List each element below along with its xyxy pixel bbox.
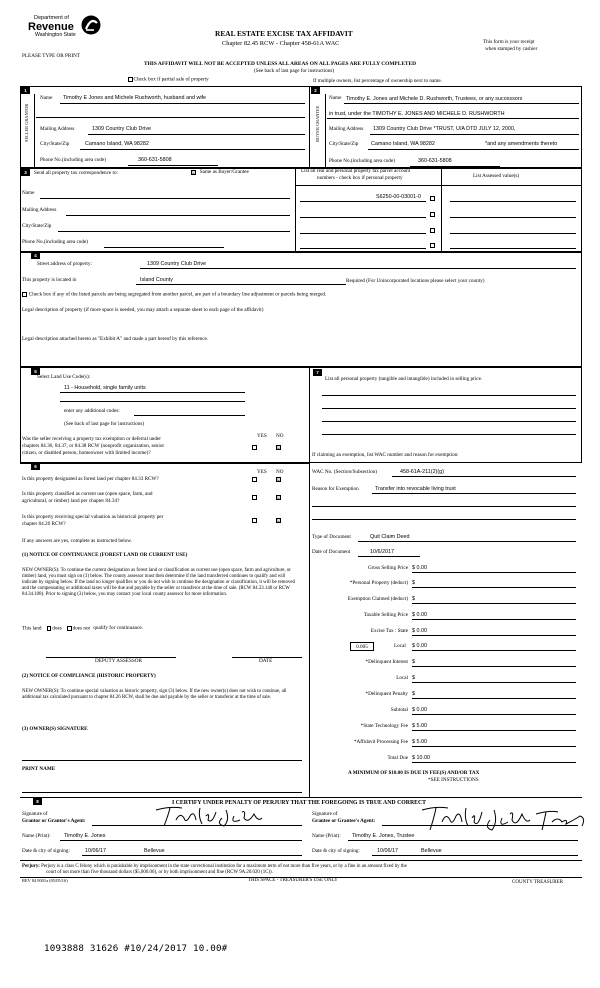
delinquent-penalty-value[interactable]: $: [412, 691, 415, 697]
personal-deduct-line: [412, 587, 576, 588]
grantee-print-value[interactable]: Timothy E. Jones, Trustee: [352, 833, 415, 839]
minimum-due-note: A MINIMUM OF $10.00 IS DUE IN FEE(S) AND/OR TAX: [348, 770, 480, 776]
wac-label: WAC No. (Section/Subsection): [312, 469, 377, 475]
section-4-number: 4: [31, 252, 40, 259]
grantor-date-value[interactable]: 10/06/17: [85, 848, 106, 854]
local-label: Local: [394, 643, 406, 649]
form-title: REAL ESTATE EXCISE TAX AFFIDAVIT: [215, 29, 353, 38]
exemption-yes-checkbox[interactable]: [252, 445, 257, 450]
buyer-phone-value[interactable]: 360-631-5808: [418, 158, 452, 164]
corr-phone-label: Phone No.(including area code): [22, 239, 88, 245]
parcel-divider: [295, 168, 296, 252]
see-instructions-note: *SEE INSTRUCTIONS: [428, 777, 479, 783]
partial-sale-checkbox[interactable]: [128, 77, 133, 82]
buyer-name-value-1[interactable]: Timothy E. Jones and Michele D. Rushworth, Trustees, or any successors: [346, 96, 523, 102]
buyer-city-label: City/State/Zip: [329, 141, 359, 147]
section-5-number: 5: [31, 368, 40, 375]
multiple-owners-note: If multiple owners, list percentage of ownership next to name.: [313, 78, 442, 84]
grantee-signature-label-1: Signature of: [312, 811, 338, 817]
dept-label: Department of: [34, 15, 69, 21]
grantor-print-line: [60, 840, 302, 841]
grantee-print-label: Name (Print):: [312, 833, 341, 839]
required-county-note: Required (For Unincorporated locations please select your county): [346, 278, 485, 284]
seller-name-line-2: [36, 117, 305, 118]
doc-type-value[interactable]: Quit Claim Deed: [370, 534, 410, 540]
section-2-number: 2: [311, 87, 320, 94]
total-due-value[interactable]: $ 10.00: [412, 755, 430, 761]
gross-label: Gross Selling Price: [367, 565, 408, 571]
does-checkbox[interactable]: [47, 626, 52, 631]
personal-line-2: [322, 408, 576, 409]
delinquent-penalty-line: [412, 698, 576, 699]
correspondence-section: [20, 168, 582, 252]
personal-deduct-label: *Personal Property (deduct): [349, 580, 408, 586]
historic-yes-checkbox[interactable]: [252, 518, 257, 523]
current-use-question-2: agricultural, or timber) land per chapter 84.34?: [22, 498, 120, 504]
assessed-line-2: [450, 217, 576, 218]
section-8-number: 8: [33, 798, 42, 805]
same-as-buyer-row[interactable]: [191, 170, 249, 176]
grantor-date-line: [82, 855, 302, 856]
seller-city-label: City/State/Zip: [40, 141, 70, 147]
segregated-checkbox[interactable]: [22, 292, 27, 297]
land-use-see-back: (See back of last page for instructions): [64, 421, 145, 427]
grantee-signature[interactable]: [418, 800, 594, 836]
local-2-line: [412, 682, 576, 683]
exemption-claimed-value[interactable]: $: [412, 596, 415, 602]
section-6-number: 6: [31, 463, 40, 470]
buyer-address-value[interactable]: 1309 Country Club Drive *TRUST, U/A DTD JULY 12, 2000,: [373, 126, 516, 132]
delinquent-interest-label: *Delinquent Interest: [365, 659, 408, 665]
delinquent-interest-value[interactable]: $: [412, 659, 415, 665]
grantor-city-value[interactable]: Bellevue: [144, 848, 165, 854]
seller-side-divider: [34, 94, 35, 168]
historic-question-1: Is this property receiving special valuation as historical property per: [22, 514, 164, 520]
rev-code: REV 84 0001a (05/05/16): [22, 878, 68, 883]
corr-phone-line: [104, 247, 224, 248]
doc-date-line: [358, 556, 420, 557]
taxable-value[interactable]: $ 0.00: [412, 612, 427, 618]
grantee-city-value[interactable]: Bellevue: [421, 848, 442, 854]
parcel-line-2: [300, 217, 426, 218]
excise-state-label: Excise Tax : State: [370, 628, 408, 634]
buyer-address-label: Mailing Address: [329, 126, 364, 132]
doc-date-label: Date of Document: [312, 549, 351, 555]
exemption-question-3: citizen, or disabled person, homeowner with limited income)?: [22, 450, 151, 456]
street-address-label: Street address of property:: [37, 261, 92, 267]
see-back-instructions: (See back of last page for instructions): [254, 68, 335, 74]
affidavit-fee-line: [412, 746, 576, 747]
does-not-checkbox[interactable]: [67, 626, 72, 631]
buyer-city-value[interactable]: Camano Island, WA 98282: [371, 141, 435, 147]
section-5-7-divider: [309, 367, 310, 797]
certify-statement: I CERTIFY UNDER PENALTY OF PERJURY THAT THE FOREGOING IS TRUE AND CORRECT: [172, 800, 427, 806]
perjury-label: Perjury:: [22, 864, 40, 869]
buyer-phone-label: Phone No.(including area code): [329, 158, 395, 164]
assessed-line-4: [450, 248, 576, 249]
grantee-date-value[interactable]: 10/06/17: [377, 848, 398, 854]
seller-city-value[interactable]: Camano Island, WA 98282: [85, 141, 149, 147]
buyer-phone-line: [410, 166, 500, 167]
personal-line-4: [322, 434, 576, 435]
grantee-date-line: [372, 855, 578, 856]
treasurer-stamp: 1093888 31626 #10/24/2017 10.00#: [44, 943, 228, 954]
affidavit-fee-label: *Affidavit Processing Fee: [353, 739, 408, 745]
buyer-side-label: BUYER GRANTEE: [315, 105, 320, 142]
parcel-line-4: [300, 248, 426, 249]
local-2-label: Local: [396, 675, 408, 681]
corr-name-line: [40, 198, 290, 199]
delinquent-penalty-label: *Delinquent Penalty: [365, 691, 408, 697]
parcel-2-checkbox[interactable]: [430, 212, 435, 217]
exemption-claimed-label: Exemption Claimed (deduct): [347, 596, 408, 602]
grantee-print-line: [348, 840, 578, 841]
seller-address-value[interactable]: 1309 Country Club Drive: [92, 126, 152, 132]
send-correspondence-label: Send all property tax correspondence to:: [34, 170, 118, 176]
owner-signature-label: (3) OWNER(S) SIGNATURE: [22, 726, 88, 732]
personal-deduct-value[interactable]: $: [412, 580, 415, 586]
doc-type-label: Type of Document: [312, 534, 351, 540]
grantor-date-label: Date & city of signing:: [22, 848, 70, 854]
reason-line: [372, 493, 576, 494]
seller-phone-label: Phone No.(including area code): [40, 157, 106, 163]
seller-city-line: [80, 149, 305, 150]
excise-state-line: [412, 635, 576, 636]
corr-name-label: Name: [22, 190, 35, 196]
grantor-print-label: Name (Print):: [22, 833, 51, 839]
seller-side-label: SELLER GRANTOR: [24, 103, 29, 142]
exemption-intro: If claiming an exemption, list WAC number and reason for exemption:: [312, 452, 459, 458]
local-line: [412, 650, 576, 651]
section-6-rule: [20, 463, 310, 464]
land-use-label: Select Land Use Code(s):: [37, 374, 91, 380]
delinquent-interest-line: [412, 666, 576, 667]
buyer-city-extra: *and any amendments thereto: [485, 141, 558, 147]
assessed-line-3: [450, 233, 576, 234]
section-8-top-rule: [20, 797, 582, 798]
exemption-claimed-line: [412, 603, 576, 604]
print-name-line: [22, 792, 302, 793]
taxable-line: [412, 619, 576, 620]
treasurer-use-label: THIS SPACE - TREASURER'S USE ONLY: [248, 878, 338, 883]
same-as-buyer-label: Same as Buyer/Grantee: [199, 169, 249, 176]
buyer-name-label: Name: [329, 95, 342, 101]
exemption-no-header: NO: [276, 433, 284, 439]
exemption-question-2: chapters 84.36, 84.37, or 84.38 RCW (nonprofit organization, senior: [22, 443, 165, 449]
section-6-no-header: NO: [276, 469, 284, 475]
street-address-line: [140, 268, 576, 269]
qualify-label: qualify for continuance.: [93, 625, 143, 632]
subtotal-line: [412, 714, 576, 715]
tech-fee-value[interactable]: $ 5.00: [412, 723, 427, 729]
perjury-top-rule: [20, 860, 582, 861]
party-divider: [309, 86, 310, 168]
notice-continuance-title: (1) NOTICE OF CONTINUANCE (FOREST LAND OR CURRENT USE): [22, 552, 188, 558]
deputy-assessor-label: DEPUTY ASSESSOR: [95, 658, 142, 664]
section-6-yes-header: YES: [257, 469, 267, 475]
parcel-header-2: numbers - check box if personal property: [317, 175, 403, 181]
doc-date-value[interactable]: 10/6/2017: [370, 549, 394, 555]
legal-description-label: Legal description of property (if more space is needed, you may attach a separate sheet to each page of the affidavit): [22, 307, 264, 313]
parcel-1-checkbox[interactable]: [430, 196, 435, 201]
additional-codes-line: [134, 415, 245, 416]
forest-land-question: Is this property designated as forest land per chapter 84.33 RCW?: [22, 476, 159, 482]
seller-phone-line: [128, 165, 218, 166]
this-land-label: This land: [22, 625, 42, 632]
corr-city-label: City/State/Zip: [22, 223, 52, 229]
parcel-header-rule: [295, 185, 582, 186]
form-chapter: Chapter 82.45 RCW - Chapter 458-61A WAC: [222, 40, 340, 47]
seller-address-label: Mailing Address: [40, 126, 75, 132]
does-label: does: [52, 625, 62, 632]
revenue-wordmark: Revenue: [28, 21, 74, 33]
legal-description-attached: Legal description attached hereto as "Exhibit A" and made a part hereof by this reference.: [22, 336, 209, 342]
grantor-signature-label-1: Signature of: [22, 811, 48, 817]
parcel-line-3: [300, 233, 426, 234]
additional-codes-label: enter any additional codes:: [64, 408, 120, 414]
seller-name-line: [60, 103, 305, 104]
corr-address-label: Mailing Address: [22, 207, 57, 213]
wac-line: [392, 476, 576, 477]
section-7-number: 7: [313, 369, 322, 376]
parcel-4-checkbox[interactable]: [430, 243, 435, 248]
current-use-yes-checkbox[interactable]: [252, 495, 257, 500]
grantor-signature-label-2: Grantor or Grantor's Agent:: [22, 818, 86, 824]
notice-compliance-title: (2) NOTICE OF COMPLIANCE (HISTORIC PROPERTY): [22, 673, 156, 679]
seller-address-line: [88, 134, 305, 135]
buyer-address-line: [370, 134, 579, 135]
assessed-divider: [441, 168, 442, 252]
corr-address-line: [66, 215, 290, 216]
corr-city-line: [58, 231, 290, 232]
subtotal-label: Subtotal: [390, 707, 408, 713]
local-2-value[interactable]: $: [412, 675, 415, 681]
assessed-line-1: [450, 201, 576, 202]
deputy-date-label: DATE: [259, 658, 273, 664]
seller-name-value[interactable]: Timothy E Jones and Michele Rushworth, husband and wife: [63, 95, 207, 101]
assessed-header: List Assessed value(s): [473, 173, 520, 179]
county-line: [136, 284, 346, 285]
current-use-question-1: Is this property classified as current use (open space, farm, and: [22, 491, 153, 497]
continuance-choice-row[interactable]: [22, 626, 143, 632]
buyer-city-line: [368, 149, 579, 150]
total-due-label: Total Due: [387, 755, 408, 761]
parcel-3-checkbox[interactable]: [430, 228, 435, 233]
section-3-number: 3: [21, 169, 30, 176]
receipt-note-2: when stamped by cashier: [485, 46, 538, 52]
seller-name-label: Name: [40, 95, 53, 101]
reason-value[interactable]: Transfer into revocable living trust: [375, 486, 456, 492]
doc-type-line: [358, 541, 576, 542]
affidavit-fee-value[interactable]: $ 5.00: [412, 739, 427, 745]
parcel-line-1: [300, 201, 426, 202]
buyer-name-line: [344, 103, 579, 104]
land-use-value[interactable]: 11 - Household, single family units: [64, 385, 146, 391]
segregated-label: Check box if any of the listed parcels are being segregated from another parcel, are part of a boundary line adjustment or parcels being merged.: [28, 291, 327, 298]
perjury-text-1: [22, 864, 407, 870]
exemption-question-1: Was the seller receiving a property tax exemption or deferral under: [22, 436, 162, 442]
washington-state-label: Washington State: [35, 32, 76, 38]
rate-box: 0.005: [350, 642, 374, 651]
forest-yes-checkbox[interactable]: [252, 477, 257, 482]
personal-property-label: List all personal property (tangible and intangible) included in selling price.: [325, 376, 483, 382]
any-yes-note: If any answers are yes, complete as instructed below.: [22, 538, 133, 544]
wac-value[interactable]: 458-61A-211(2)(g): [400, 469, 444, 475]
land-use-line-2: [60, 401, 245, 402]
land-use-line: [60, 392, 245, 393]
street-address-value[interactable]: 1309 Country Club Drive: [147, 261, 207, 267]
personal-line-3: [322, 421, 576, 422]
reason-line-3: [312, 519, 576, 520]
partial-sale-checkbox-row[interactable]: [128, 77, 209, 83]
excise-state-value[interactable]: $ 0.00: [412, 628, 427, 634]
dor-logo: [22, 12, 122, 50]
local-value[interactable]: $ 0.00: [412, 643, 427, 649]
receipt-note-1: This form is your receipt: [483, 39, 535, 45]
tech-fee-label: *State Technology Fee: [360, 723, 408, 729]
parcel-1-value[interactable]: S6250-00-03001-0: [376, 194, 421, 200]
buyer-side-divider: [325, 94, 326, 168]
section-1-number: 1: [21, 87, 30, 94]
county-treasurer-label: COUNTY TREASURER: [512, 880, 563, 885]
current-use-no-checkbox[interactable]: ☑: [277, 495, 281, 500]
gross-line: [412, 572, 576, 573]
owner-signature-line: [22, 760, 302, 761]
reason-label: Reason for Exemption: [312, 486, 359, 492]
seller-phone-value[interactable]: 360-631-5808: [138, 157, 172, 163]
tech-fee-line: [412, 730, 576, 731]
buyer-name-line-2: [327, 118, 579, 119]
grantee-date-label: Date & city of signing:: [312, 848, 360, 854]
notice-compliance-text: NEW OWNER(S): To continue special valuation as historic property, sign (3) below. If the new owner(s) does not wish to continue, all additional tax calculated pursuant to chapter 84.26 RCW, shall be due and payable by the seller or transferor at the time of sale.: [22, 689, 287, 701]
perjury-line-2: court of not more than five thousand dollars ($5,000.00), or by both imprisonment and fine (RCW 9A.20.020 (1C)).: [46, 870, 273, 875]
print-name-label: PRINT NAME: [22, 766, 56, 772]
segregated-row[interactable]: [22, 292, 326, 298]
partial-sale-label: Check box if partial sale of property: [133, 76, 209, 83]
notice-continuance-text: NEW OWNER(S): To continue the current designation as forest land or classification as current use (open space, farm and agriculture, or timber) land, you must sign on (3) below. The county assessor must then determine if the land transferred continues to qualify and will indicate by signing below. If the land no longer qualifies or you do not wish to continue the designation or classification, it will be removed and the compensating or additional taxes will be due and payable by the seller or transferor at the time of sale. (RCW 84.33.140 or RCW 84.34.108). Prior to signing (3) below, you may contact your local county assessor for more information.: [22, 568, 295, 598]
perjury-line-1: Perjury is a class C felony which is punishable by imprisonment in the state correctional institution for a maximum term of not more than five years, or by a fine in an amount fixed by the: [41, 864, 407, 869]
gross-value[interactable]: $ 0.00: [412, 565, 427, 571]
exemption-no-checkbox[interactable]: ☑: [277, 445, 281, 450]
grantor-signature[interactable]: [150, 802, 270, 830]
reason-line-2: [312, 506, 576, 507]
historic-no-checkbox[interactable]: ☑: [277, 518, 281, 523]
located-in-label: This property is located in: [22, 277, 77, 283]
historic-question-2: chapter 84.26 RCW?: [22, 521, 66, 527]
personal-line-1: [322, 395, 576, 396]
total-due-line: [412, 762, 576, 763]
buyer-name-value-2[interactable]: in trust, under the TIMOTHY E. JONES AND MICHELE D. RUSHWORTH: [329, 111, 505, 117]
grantee-signature-label-2: Grantee or Grantee's Agent:: [312, 818, 376, 824]
does-not-label: does not: [72, 625, 90, 632]
subtotal-value[interactable]: $ 0.00: [412, 707, 427, 713]
forest-no-checkbox[interactable]: ☑: [277, 477, 281, 482]
form-warning: THIS AFFIDAVIT WILL NOT BE ACCEPTED UNLESS ALL AREAS ON ALL PAGES ARE FULLY COMPLETED: [144, 61, 417, 67]
grantor-print-value[interactable]: Timothy E. Jones: [64, 833, 106, 839]
parcel-header-1: List all real and personal property tax parcel account: [301, 168, 411, 174]
exemption-yes-header: YES: [257, 433, 267, 439]
county-value[interactable]: Island County: [140, 277, 173, 283]
taxable-label: Taxable Selling Price: [363, 612, 408, 618]
please-type-label: PLEASE TYPE OR PRINT: [22, 53, 80, 59]
same-as-buyer-checkbox[interactable]: ☑: [192, 170, 196, 175]
dor-logo-icon: [80, 14, 102, 36]
